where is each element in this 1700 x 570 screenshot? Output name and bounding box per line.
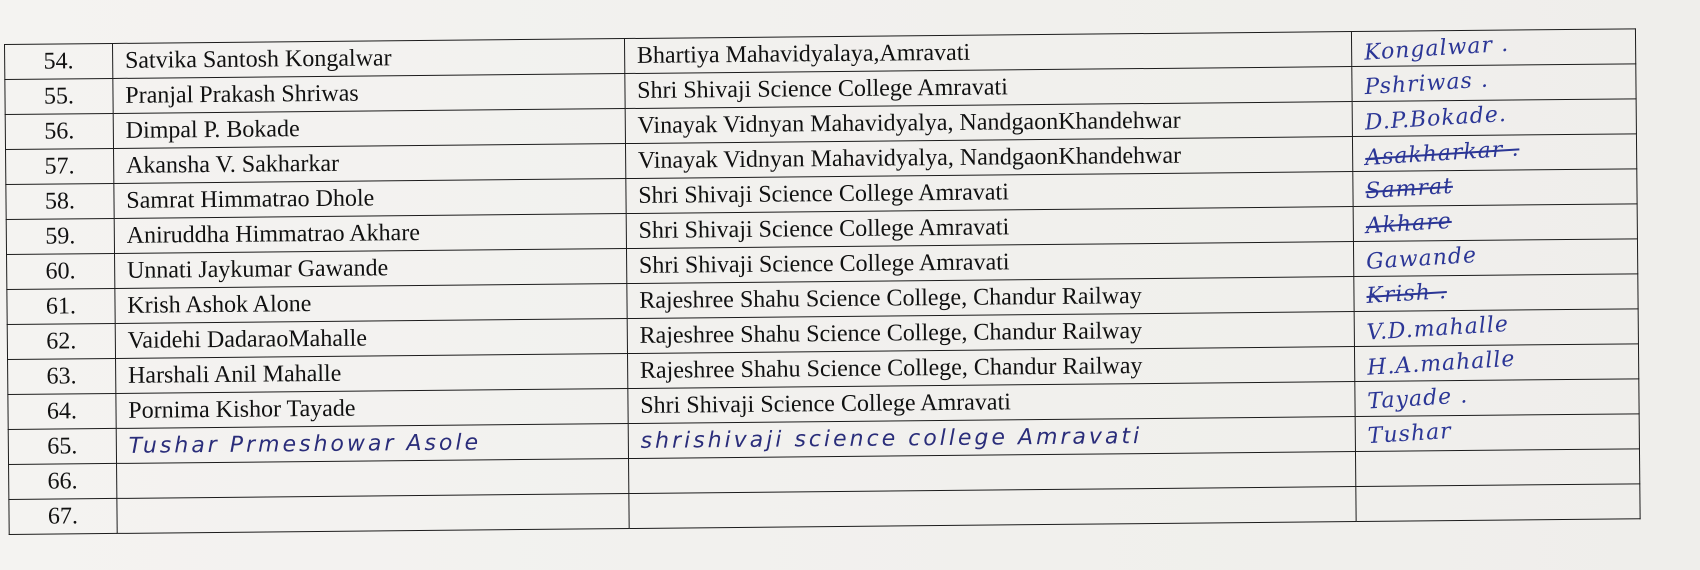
- student-name: Pornima Kishor Tayade: [128, 395, 356, 424]
- student-name-cell: [116, 389, 628, 429]
- signature-cell: [1352, 64, 1636, 102]
- serial-number: 59.: [45, 223, 76, 250]
- student-name-cell: [115, 284, 627, 324]
- student-name-cell: [114, 249, 626, 289]
- student-name: Harshali Anil Mahalle: [127, 360, 342, 389]
- serial-number: 64.: [46, 398, 78, 425]
- serial-number: 55.: [43, 83, 75, 110]
- serial-number: 63.: [46, 363, 77, 390]
- serial-number: 60.: [45, 258, 76, 285]
- student-name: Dimpal P. Bokade: [125, 116, 300, 144]
- serial-number-cell: [9, 498, 117, 534]
- serial-number-cell: [7, 253, 115, 289]
- student-name: Samrat Himmatrao Dhole: [126, 185, 375, 214]
- signature: H.A.mahalle: [1366, 346, 1517, 381]
- student-name: Vaidehi DadaraoMahalle: [127, 325, 368, 354]
- signature: Tayade .: [1366, 383, 1470, 415]
- signature-cell: [1354, 274, 1638, 312]
- college-name: Shri Shivaji Science College Amravati: [638, 249, 1010, 279]
- student-name-cell: [117, 494, 629, 534]
- student-name-cell: [112, 39, 624, 79]
- signature: Tushar: [1367, 418, 1453, 450]
- serial-number-cell: [7, 288, 115, 324]
- serial-number: 61.: [45, 293, 77, 320]
- serial-number-cell: [9, 463, 117, 499]
- college-name: Shri Shivaji Science College Amravati: [638, 214, 1010, 244]
- college-name: shrishivaji science college Amravati: [640, 424, 1143, 454]
- signature-cell: [1354, 309, 1638, 347]
- signature-cell: [1354, 239, 1638, 277]
- college-name: Vinayak Vidnyan Mahavidyalya, NandgaonKhandehwar: [637, 142, 1182, 174]
- serial-number-cell: [6, 183, 114, 219]
- signature: Samrat: [1364, 173, 1454, 205]
- signature: Gawande: [1365, 242, 1478, 275]
- student-name-cell: [114, 214, 626, 254]
- student-name-cell: [113, 74, 625, 114]
- student-name-cell: [115, 354, 627, 394]
- serial-number-cell: [5, 78, 113, 114]
- signature-cell: [1352, 99, 1636, 137]
- signature-cell: [1353, 169, 1637, 207]
- serial-number-cell: [6, 148, 114, 184]
- student-name: Aniruddha Himmatrao Akhare: [126, 220, 421, 249]
- serial-number: 66.: [47, 468, 78, 495]
- student-name: Pranjal Prakash Shriwas: [125, 80, 359, 109]
- serial-number-cell: [5, 43, 113, 79]
- college-name: Shri Shivaji Science College Amravati: [637, 74, 1008, 104]
- serial-number-cell: [7, 323, 115, 359]
- serial-number-cell: [8, 428, 116, 464]
- student-name-cell: [114, 179, 626, 219]
- college-name: Shri Shivaji Science College Amravati: [638, 179, 1009, 209]
- college-name: Vinayak Vidnyan Mahavidyalya, NandgaonKhandehwar: [637, 107, 1181, 139]
- signature-cell: [1352, 29, 1636, 67]
- signature: V.D.mahalle: [1366, 311, 1510, 346]
- college-name: Rajeshree Shahu Science College, Chandur Railway: [639, 283, 1142, 314]
- student-name-cell: [116, 459, 628, 499]
- serial-number-cell: [8, 358, 116, 394]
- student-name-cell: [116, 424, 628, 464]
- serial-number-cell: [8, 393, 116, 429]
- signature: Akhare: [1365, 208, 1453, 240]
- serial-number: 65.: [47, 433, 78, 460]
- signature-cell: [1353, 134, 1637, 172]
- signature-cell: [1355, 414, 1639, 452]
- serial-number: 57.: [44, 153, 75, 180]
- signature: Krish .: [1365, 279, 1448, 310]
- college-name-cell: [629, 487, 1357, 529]
- signature: Pshriwas .: [1363, 67, 1490, 101]
- signature: D.P.Bokade.: [1364, 101, 1508, 136]
- serial-number: 58.: [44, 188, 76, 215]
- student-name-cell: [113, 144, 625, 184]
- serial-number-cell: [5, 113, 113, 149]
- student-name-cell: [115, 319, 627, 359]
- signature-cell: [1353, 204, 1637, 242]
- signature-cell: [1356, 449, 1640, 487]
- college-name: Shri Shivaji Science College Amravati: [640, 389, 1011, 419]
- attendance-table: [4, 28, 1641, 535]
- serial-number-cell: [6, 218, 114, 254]
- college-name: Rajeshree Shahu Science College, Chandur Railway: [639, 353, 1143, 384]
- serial-number: 56.: [44, 118, 75, 145]
- serial-number: 67.: [47, 503, 79, 530]
- serial-number: 62.: [46, 328, 77, 355]
- signature-cell: [1355, 379, 1639, 417]
- signature-cell: [1355, 344, 1639, 382]
- student-name: Akansha V. Sakharkar: [125, 150, 340, 179]
- signature: Kongalwar .: [1363, 31, 1510, 66]
- college-name: Bhartiya Mahavidyalaya,Amravati: [636, 39, 971, 69]
- student-name: Tushar Prmeshowar Asole: [128, 430, 482, 459]
- signature-cell: [1356, 484, 1640, 522]
- student-name-cell: [113, 109, 625, 149]
- college-name: Rajeshree Shahu Science College, Chandur Railway: [639, 318, 1143, 349]
- student-name: Unnati Jaykumar Gawande: [126, 255, 389, 284]
- student-name: Satvika Santosh Kongalwar: [124, 45, 392, 74]
- signature: Asakharkar .: [1364, 136, 1521, 171]
- student-name: Krish Ashok Alone: [127, 291, 312, 319]
- serial-number: 54.: [43, 48, 74, 75]
